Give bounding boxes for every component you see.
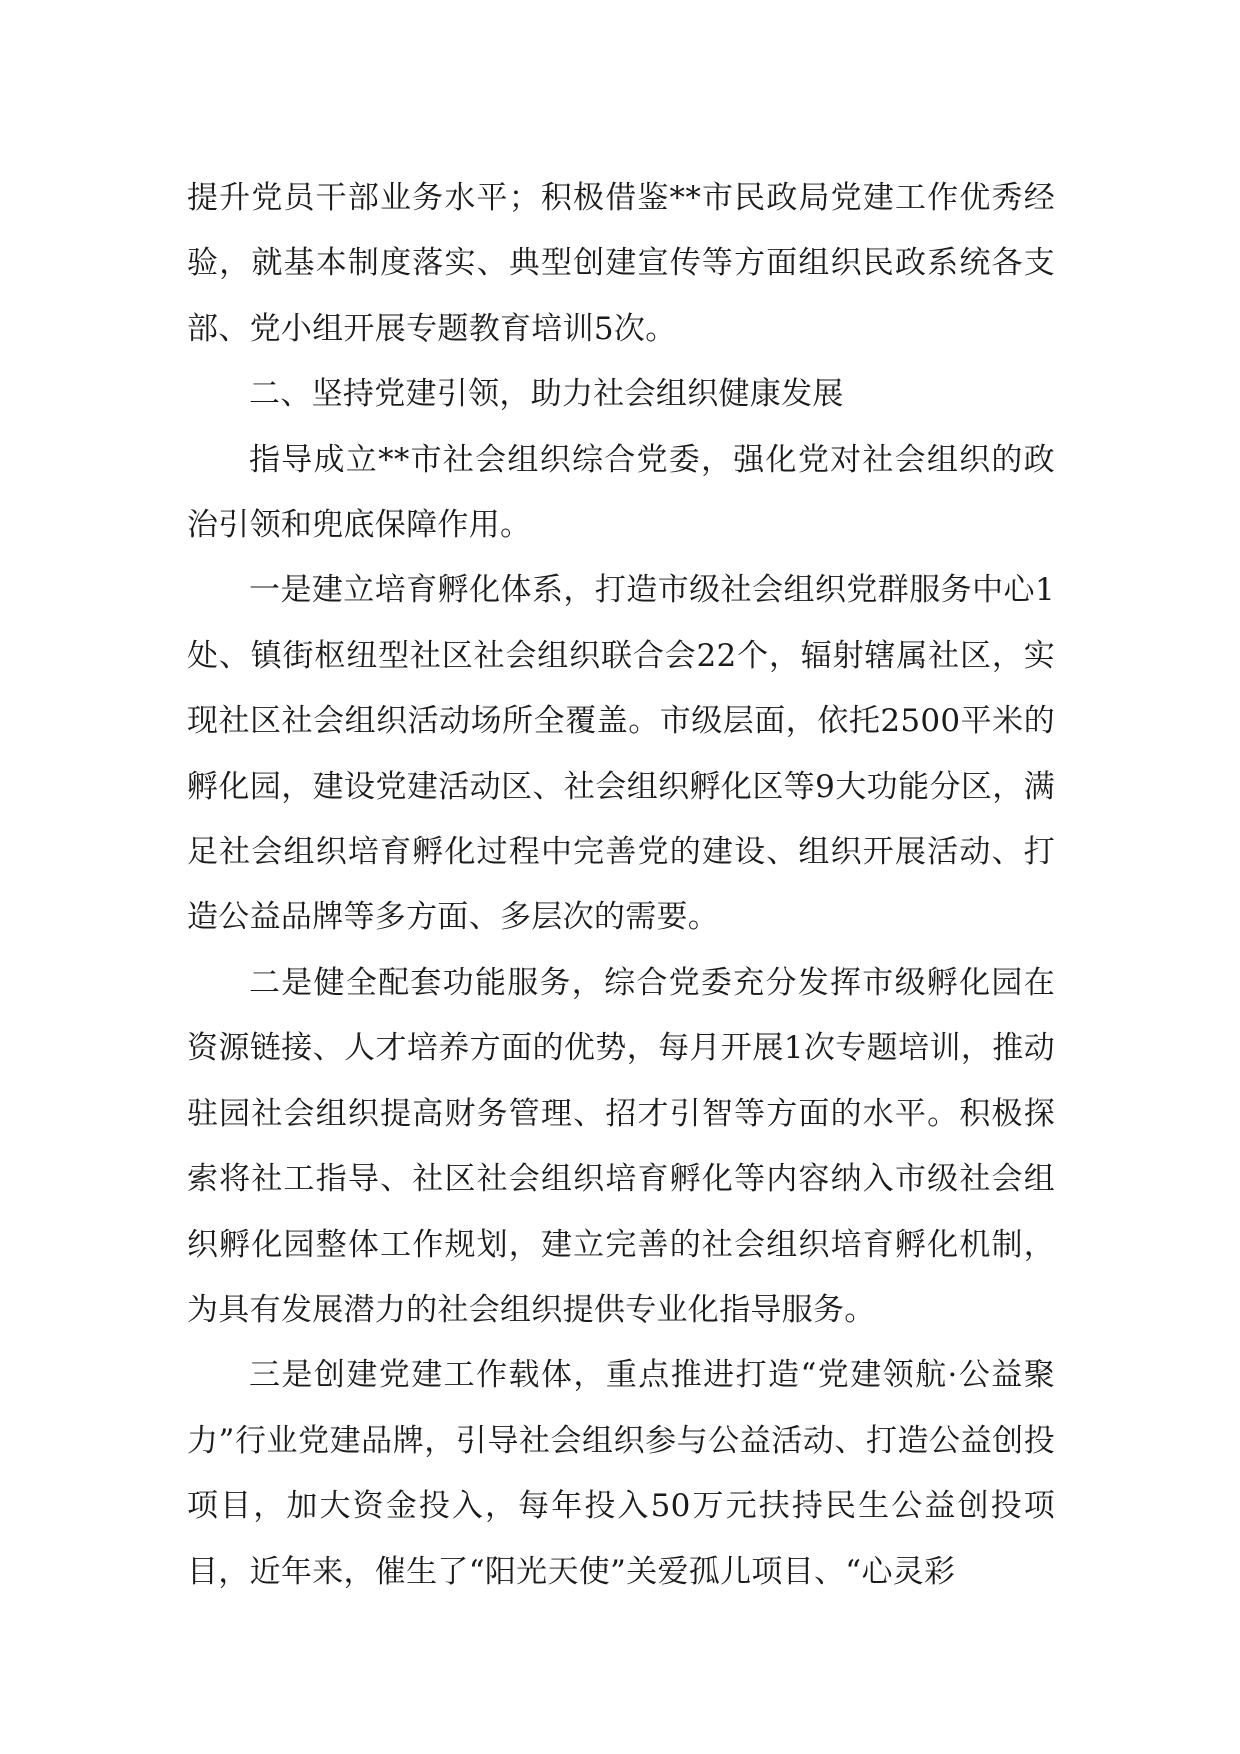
paragraph-continuation: 提升党员干部业务水平；积极借鉴**市民政局党建工作优秀经验，就基本制度落实、典型创建宣传等方面组织民政系统各支部、党小组开展专题教育培训5次。 (187, 180, 1055, 347)
document-body (187, 166, 1055, 1605)
paragraph-intro: 指导成立**市社会组织综合党委，强化党对社会组织的政治引领和兜底保障作用。 (187, 441, 1055, 544)
paragraph-point-3: 三是创建党建工作载体，重点推进打造“党建领航·公益聚力”行业党建品牌，引导社会组织参与公益活动、打造公益创投项目，加大资金投入，每年投入50万元扶持民生公益创投项目，近年来，催生了“阳光天使”关爱孤儿项目、“心灵彩 (187, 1357, 1055, 1590)
paragraph-point-2: 二是健全配套功能服务，综合党委充分发挥市级孵化园在资源链接、人才培养方面的优势，每月开展1次专题培训，推动驻园社会组织提高财务管理、招才引智等方面的水平。积极探索将社工指导、社区社会组织培育孵化等内容纳入市级社会组织孵化园整体工作规划，建立完善的社会组织培育孵化机制，为具有发展潜力的社会组织提供专业化指导服务。 (187, 964, 1055, 1328)
section-heading: 二、坚持党建引领，助力社会组织健康发展 (249, 376, 844, 413)
paragraph-point-1: 一是建立培育孵化体系，打造市级社会组织党群服务中心1处、镇街枢纽型社区社会组织联合会22个，辐射辖属社区，实现社区社会组织活动场所全覆盖。市级层面，依托2500平米的孵化园，建设党建活动区、社会组织孵化区等9大功能分区，满足社会组织培育孵化过程中完善党的建设、组织开展活动、打造公益品牌等多方面、多层次的需要。 (187, 572, 1055, 936)
